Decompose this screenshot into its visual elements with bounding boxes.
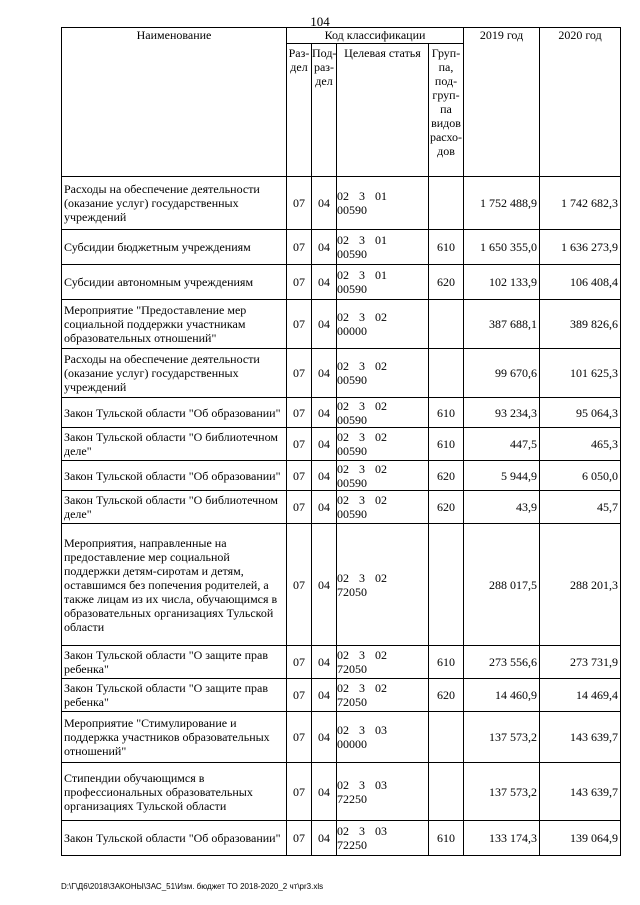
table-row [62, 300, 621, 349]
target-measure: 01 [375, 268, 387, 282]
row-amount-2019: 43,9 [464, 491, 540, 524]
row-expense-group: 610 [429, 230, 464, 265]
row-name: Закон Тульской области "О библиотечном деле" [62, 491, 287, 524]
target-program: 02 [337, 493, 349, 507]
row-section: 07 [287, 646, 312, 679]
target-program: 02 [337, 570, 349, 585]
table-row [62, 398, 621, 428]
target-subprogram: 3 [359, 359, 365, 373]
target-measure: 02 [375, 681, 387, 695]
row-target-article [337, 398, 429, 428]
row-expense-group: 620 [429, 679, 464, 712]
table-row [62, 177, 621, 230]
target-measure: 02 [375, 570, 387, 585]
row-expense-group: 610 [429, 398, 464, 428]
row-name: Закон Тульской области "Об образовании" [62, 461, 287, 491]
row-amount-2020: 143 639,7 [540, 763, 621, 821]
target-subprogram: 3 [359, 461, 365, 476]
target-direction: 00590 [337, 507, 367, 521]
target-measure: 01 [375, 233, 387, 247]
row-expense-group [429, 763, 464, 821]
target-measure: 02 [375, 648, 387, 662]
row-section: 07 [287, 265, 312, 300]
row-name: Расходы на обеспечение деятельности (оказание услуг) государственных учреждений [62, 349, 287, 398]
row-section: 07 [287, 349, 312, 398]
target-subprogram: 3 [359, 398, 365, 413]
row-target-article [337, 461, 429, 491]
row-section: 07 [287, 763, 312, 821]
row-target-article [337, 821, 429, 856]
row-name: Закон Тульской области "Об образовании" [62, 821, 287, 856]
row-amount-2019: 102 133,9 [464, 265, 540, 300]
row-expense-group [429, 524, 464, 646]
target-measure: 02 [375, 493, 387, 507]
header-section: Раз- дел [287, 44, 312, 177]
target-program: 02 [337, 723, 349, 737]
row-amount-2019: 1 752 488,9 [464, 177, 540, 230]
row-section: 07 [287, 491, 312, 524]
row-name: Закон Тульской области "О защите прав ребенка" [62, 646, 287, 679]
row-amount-2019: 137 573,2 [464, 763, 540, 821]
row-expense-group [429, 349, 464, 398]
row-amount-2020: 273 731,9 [540, 646, 621, 679]
table-row [62, 679, 621, 712]
row-name: Мероприятие "Стимулирование и поддержка участников образовательных отношений" [62, 712, 287, 763]
row-subsection: 04 [312, 428, 337, 461]
row-subsection: 04 [312, 763, 337, 821]
row-expense-group: 610 [429, 646, 464, 679]
header-subsection: Под- раз- дел [312, 44, 337, 177]
target-subprogram: 3 [359, 824, 365, 838]
row-subsection: 04 [312, 461, 337, 491]
target-program: 02 [337, 233, 349, 247]
row-amount-2020: 139 064,9 [540, 821, 621, 856]
row-name: Субсидии бюджетным учреждениям [62, 230, 287, 265]
target-subprogram: 3 [359, 723, 365, 737]
header-year-2019: 2019 год [464, 28, 540, 177]
row-target-article [337, 524, 429, 646]
row-target-article [337, 177, 429, 230]
row-name: Субсидии автономным учреждениям [62, 265, 287, 300]
row-name: Мероприятия, направленные на предоставление мер социальной поддержки детям-сиротам и детям, оставшимся без попечения родителей, а также лицам из их числа, обучающимся в образовательных организациях Тульской области [62, 524, 287, 646]
row-target-article [337, 712, 429, 763]
target-subprogram: 3 [359, 493, 365, 507]
row-target-article [337, 646, 429, 679]
row-amount-2019: 5 944,9 [464, 461, 540, 491]
row-expense-group: 620 [429, 491, 464, 524]
row-subsection: 04 [312, 712, 337, 763]
row-amount-2019: 99 670,6 [464, 349, 540, 398]
row-name: Расходы на обеспечение деятельности (оказание услуг) государственных учреждений [62, 177, 287, 230]
row-subsection: 04 [312, 300, 337, 349]
row-amount-2019: 93 234,3 [464, 398, 540, 428]
target-program: 02 [337, 398, 349, 413]
row-subsection: 04 [312, 349, 337, 398]
row-amount-2019: 387 688,1 [464, 300, 540, 349]
target-subprogram: 3 [359, 268, 365, 282]
row-expense-group: 610 [429, 428, 464, 461]
target-measure: 02 [375, 430, 387, 444]
target-program: 02 [337, 648, 349, 662]
target-direction: 00590 [337, 444, 367, 458]
row-section: 07 [287, 821, 312, 856]
row-section: 07 [287, 398, 312, 428]
row-target-article [337, 349, 429, 398]
table-row [62, 230, 621, 265]
target-direction: 00590 [337, 282, 367, 296]
row-target-article [337, 679, 429, 712]
target-program: 02 [337, 430, 349, 444]
row-name: Стипендии обучающимся в профессиональных образовательных организациях Тульской области [62, 763, 287, 821]
row-subsection: 04 [312, 230, 337, 265]
row-section: 07 [287, 177, 312, 230]
row-name: Мероприятие "Предоставление мер социальной поддержки участникам образовательных отношений" [62, 300, 287, 349]
row-target-article [337, 763, 429, 821]
target-subprogram: 3 [359, 233, 365, 247]
row-subsection: 04 [312, 491, 337, 524]
row-amount-2019: 288 017,5 [464, 524, 540, 646]
target-subprogram: 3 [359, 648, 365, 662]
target-measure: 03 [375, 723, 387, 737]
row-expense-group: 620 [429, 461, 464, 491]
footer-file-path: D:\Г\Д6\2018\ЗАКОНЫ\ЗАС_51\Изм. бюджет ТО 2018-2020_2 чт\pr3.xls [61, 882, 324, 891]
row-section: 07 [287, 712, 312, 763]
row-target-article [337, 300, 429, 349]
target-measure: 02 [375, 461, 387, 476]
target-measure: 02 [375, 359, 387, 373]
target-program: 02 [337, 824, 349, 838]
budget-table [61, 27, 621, 856]
target-subprogram: 3 [359, 430, 365, 444]
row-amount-2020: 143 639,7 [540, 712, 621, 763]
table-row [62, 265, 621, 300]
target-direction: 00590 [337, 203, 367, 217]
table-row [62, 712, 621, 763]
target-measure: 02 [375, 310, 387, 324]
table-row [62, 349, 621, 398]
header-target-article: Целевая статья [337, 44, 429, 177]
target-subprogram: 3 [359, 681, 365, 695]
row-section: 07 [287, 524, 312, 646]
row-amount-2019: 14 460,9 [464, 679, 540, 712]
row-expense-group [429, 712, 464, 763]
target-measure: 02 [375, 398, 387, 413]
row-expense-group: 620 [429, 265, 464, 300]
row-expense-group: 610 [429, 821, 464, 856]
row-name: Закон Тульской области "Об образовании" [62, 398, 287, 428]
target-subprogram: 3 [359, 189, 365, 203]
table-row [62, 821, 621, 856]
row-name: Закон Тульской области "О защите прав ребенка" [62, 679, 287, 712]
target-direction: 72050 [337, 584, 367, 599]
row-target-article [337, 428, 429, 461]
target-direction: 72050 [337, 662, 367, 676]
row-amount-2020: 106 408,4 [540, 265, 621, 300]
table-row [62, 461, 621, 491]
target-direction: 72250 [337, 838, 367, 852]
target-program: 02 [337, 777, 349, 792]
target-program: 02 [337, 189, 349, 203]
table-row [62, 524, 621, 646]
target-measure: 03 [375, 777, 387, 792]
table-row [62, 491, 621, 524]
table-row [62, 428, 621, 461]
row-amount-2020: 101 625,3 [540, 349, 621, 398]
target-measure: 03 [375, 824, 387, 838]
target-program: 02 [337, 681, 349, 695]
row-target-article [337, 491, 429, 524]
row-amount-2020: 389 826,6 [540, 300, 621, 349]
row-subsection: 04 [312, 177, 337, 230]
target-subprogram: 3 [359, 310, 365, 324]
header-year-2020: 2020 год [540, 28, 621, 177]
target-direction: 72050 [337, 695, 367, 709]
row-amount-2019: 1 650 355,0 [464, 230, 540, 265]
row-section: 07 [287, 300, 312, 349]
row-amount-2019: 273 556,6 [464, 646, 540, 679]
row-target-article [337, 230, 429, 265]
row-amount-2020: 14 469,4 [540, 679, 621, 712]
row-amount-2020: 6 050,0 [540, 461, 621, 491]
row-subsection: 04 [312, 646, 337, 679]
row-section: 07 [287, 230, 312, 265]
target-subprogram: 3 [359, 570, 365, 585]
row-subsection: 04 [312, 398, 337, 428]
target-direction: 00000 [337, 737, 367, 751]
table-row [62, 763, 621, 821]
row-subsection: 04 [312, 524, 337, 646]
target-program: 02 [337, 359, 349, 373]
target-direction: 00590 [337, 412, 367, 427]
row-expense-group [429, 177, 464, 230]
target-program: 02 [337, 310, 349, 324]
header-classification-code: Код классификации [287, 28, 464, 44]
row-expense-group [429, 300, 464, 349]
row-amount-2019: 137 573,2 [464, 712, 540, 763]
header-name: Наименование [62, 28, 287, 177]
header-expense-group: Груп- па, под- груп- па видов расхо- дов [429, 44, 464, 177]
target-direction: 72250 [337, 791, 367, 806]
target-direction: 00590 [337, 373, 367, 387]
row-subsection: 04 [312, 679, 337, 712]
page-number: 104 [310, 14, 330, 29]
row-subsection: 04 [312, 265, 337, 300]
target-direction: 00590 [337, 475, 367, 490]
row-amount-2020: 465,3 [540, 428, 621, 461]
target-program: 02 [337, 461, 349, 476]
row-amount-2020: 45,7 [540, 491, 621, 524]
target-subprogram: 3 [359, 777, 365, 792]
target-program: 02 [337, 268, 349, 282]
row-amount-2020: 288 201,3 [540, 524, 621, 646]
row-subsection: 04 [312, 821, 337, 856]
row-amount-2020: 1 636 273,9 [540, 230, 621, 265]
row-section: 07 [287, 679, 312, 712]
target-direction: 00590 [337, 247, 367, 261]
table-row [62, 646, 621, 679]
row-name: Закон Тульской области "О библиотечном деле" [62, 428, 287, 461]
row-section: 07 [287, 428, 312, 461]
target-direction: 00000 [337, 324, 367, 338]
row-section: 07 [287, 461, 312, 491]
row-amount-2019: 133 174,3 [464, 821, 540, 856]
row-target-article [337, 265, 429, 300]
row-amount-2020: 1 742 682,3 [540, 177, 621, 230]
row-amount-2020: 95 064,3 [540, 398, 621, 428]
row-amount-2019: 447,5 [464, 428, 540, 461]
target-measure: 01 [375, 189, 387, 203]
